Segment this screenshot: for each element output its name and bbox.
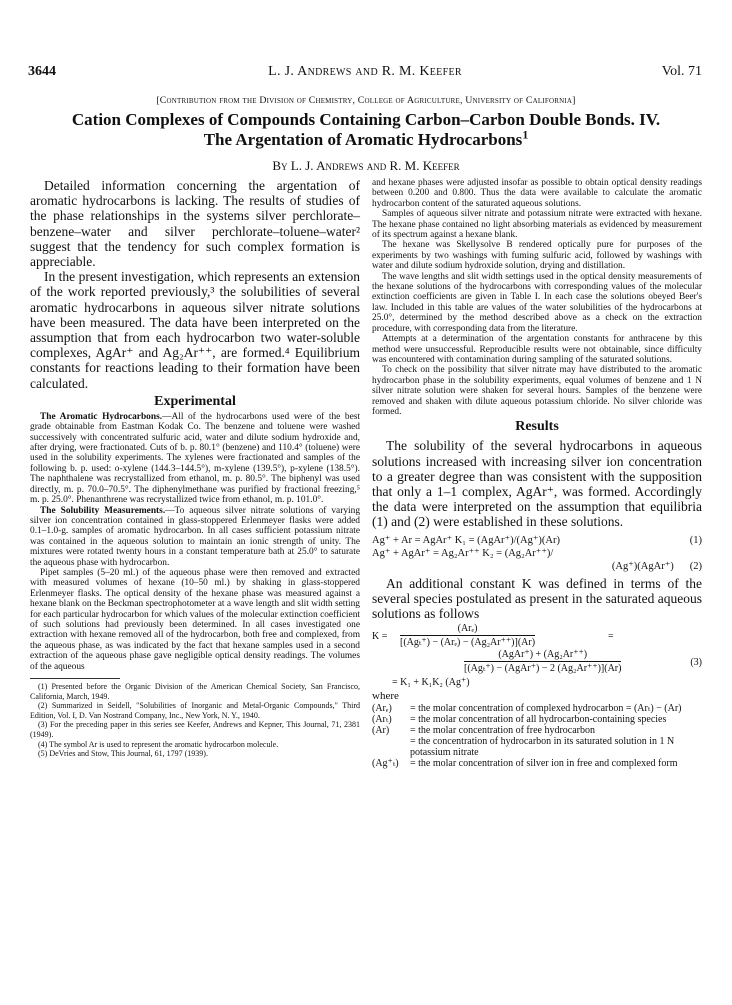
symbol-definitions (372, 691, 702, 769)
k-denominator-1: [(Agₜ⁺) − (Arₑ) − (Ag₂Ar⁺⁺)](Ar) (400, 637, 536, 649)
footnote-5: (5) DeVries and Stow, This Journal, 61, 1797 (1939). (38, 749, 208, 759)
right-paragraph-3: The hexane was Skellysolve B rendered optically pure for purposes of the experiments by two washings with fuming sulfuric acid, followed by washings with water and dilute sodium hydroxide solution, drying and distillation. (372, 240, 702, 272)
experimental-continued (372, 178, 702, 417)
definition-text: = the molar concentration of silver ion in free and complexed form (410, 758, 678, 770)
definition-row (372, 725, 702, 736)
where-label: where (372, 690, 399, 703)
equation-1 (372, 534, 702, 547)
footnote-rule (30, 678, 120, 679)
title-line-2 (40, 127, 692, 150)
k-denominator-2: [(Agₜ⁺) − (AgAr⁺) − 2 (Ag₂Ar⁺⁺)](Ar) (464, 663, 622, 675)
definition-symbol: (Ar) (372, 725, 390, 737)
results-section-2 (372, 576, 702, 622)
definition-row (372, 714, 702, 725)
equilibria-equations (372, 534, 702, 573)
definition-text: = the molar concentration of free hydrocarbon (410, 725, 596, 737)
results-heading: Results (515, 419, 559, 435)
results-paragraph-1: The solubility of the several hydrocarbons in aqueous solutions increased with increasing silver ion concentration to a greater degree than was consistent with the supposition that only a 1–1 complex, AgAr⁺, was formed. Accordingly the data were interpreted on the assumption that equilibria (1) and (2) were established in these solutions. (372, 438, 702, 530)
byline: By L. J. Andrews and R. M. Keefer (272, 158, 460, 173)
footnote-2: (2) Summarized in Seidell, "Solubilities of Inorganic and Metal-Organic Compounds," Third Edition, Vol. I, D. Van Nostrand Company, Inc., New York, N. Y., 1940. (30, 701, 360, 720)
running-head: L. J. Andrews and R. M. Keefer (268, 64, 462, 79)
page-header (28, 64, 702, 84)
definition-symbol: (Arₜ) (372, 714, 392, 726)
right-paragraph-5: Attempts at a determination of the argentation constants for anthracene by this method were unsuccessful. Reproducible results were not obtainable, since difficulty was encountered with contamination during sampling of the saturated solutions. (372, 334, 702, 365)
left-column (30, 178, 360, 759)
equation-3-number: (3) (690, 657, 702, 669)
k-numerator-1: (Arₑ) (400, 623, 535, 636)
equation-1-text: Ag⁺ + Ar = AgAr⁺ K₁ = (AgAr⁺)/(Ag⁺)(Ar) (372, 534, 560, 546)
title-footnote-ref: 1 (522, 127, 529, 142)
results-section (372, 438, 702, 529)
right-paragraph-1: and hexane phases were adjusted insofar as possible to obtain optical density readings between 0.200 and 0.800. Thus the data were available to calculate the aromatic hydrocarbon content of the saturated aqueous solutions. (372, 178, 702, 209)
intro-paragraph-1: Detailed information concerning the argentation of aromatic hydrocarbons is lacking. The results of studies of the phase relationships in the systems silver perchlorate–benzene–water and silver perchlorate–toluene–water² suggest that the tendency for such complex formation is appreciable. (30, 178, 360, 270)
exp-p2-lead: The Solubility Measurements. (40, 505, 166, 516)
exp-paragraph-2 (30, 506, 360, 568)
equation-1-number: (1) (689, 534, 702, 546)
equation-2-number: (2) (689, 560, 702, 572)
equation-3 (372, 623, 702, 689)
definition-text: = the molar concentration of all hydrocarbon-containing species (410, 714, 667, 726)
results-paragraph-2: An additional constant K was defined in terms of the several species postulated as present in the saturated aqueous solutions as follows (372, 575, 702, 621)
experimental-heading: Experimental (154, 393, 236, 409)
exp-p2-text: —To aqueous silver nitrate solutions of varying silver ion concentration contained in glass-stoppered Erlenmeyer flasks were added 0.1–1.0-g. samples of aromatic hydrocarbon. In all cases sufficient potassium nitrate was contained in the aqueous solution to maintain an ionic strength of unity. The mixtures were rotated twenty hours in a constant temperature bath at 25.0° to saturate the aqueous phase with hydrocarbon. (30, 505, 361, 568)
exp-p1-text: —All of the hydrocarbons used were of the best grade obtainable from Eastman Kodak Co. The benzene and toluene were washed successively with concentrated sulfuric acid, water and dilute sodium hydroxide and, after drying, were fractionated. Cuts of b. p. 80.1° (benzene) and 110.4° (toluene) were used in the solubility experiments. The xylenes were fractionated and samples of the following b. p. used: o-xylene (144.3–144.5°), m-xylene (139.5°), p-xylene (138.5°). The naphthalene was recrystallized from ethanol, m. p. 80.5°. The biphenyl was used directly, m. p. 70.0–70.5°. The diphenylmethane was purified by fractional freezing,⁵ m. p. 25.0°. Phenanthrene was recrystallized twice from ethanol, m. p. 101.0°. (30, 411, 360, 506)
right-paragraph-2: Samples of aqueous silver nitrate and potassium nitrate were extracted with hexane. The hexane phase contained no light absorbing materials as evidenced by measurement of its spectrum against a hexane blank. (372, 209, 702, 241)
volume-label: Vol. 71 (661, 64, 702, 79)
definition-row (372, 758, 702, 769)
title-line-1: Cation Complexes of Compounds Containing Carbon–Carbon Double Bonds. IV. (71, 110, 661, 129)
equation-2-continued (372, 560, 702, 573)
definition-symbol: (Ag⁺ₜ) (372, 758, 399, 770)
footnote-4: (4) The symbol Ar is used to represent the aromatic hydrocarbon molecule. (38, 739, 279, 749)
introduction (30, 178, 360, 391)
footnotes (30, 682, 360, 759)
footnote-3: (3) For the preceding paper in this series see Keefer, Andrews and Kepner, This Journal, 71, 2381 (1949). (30, 720, 360, 739)
title-line-2-text: The Argentation of Aromatic Hydrocarbons (203, 130, 523, 149)
definition-row (372, 736, 702, 758)
definition-symbol: (Arₑ) (372, 703, 392, 715)
definition-text: = the concentration of hydrocarbon in its saturated solution in 1 N potassium nitrate (410, 736, 675, 759)
exp-p1-lead: The Aromatic Hydrocarbons. (40, 411, 163, 422)
k-fraction-1 (400, 623, 535, 648)
footnote-1: (1) Presented before the Organic Division of the American Chemical Society, San Francisco, California, March, 1949. (30, 682, 360, 701)
contribution-line: [Contribution from the Division of Chemistry, College of Agriculture, University of California] (156, 95, 576, 106)
equation-2-text: Ag⁺ + AgAr⁺ = Ag₂Ar⁺⁺ K₂ = (Ag₂Ar⁺⁺)/ (372, 547, 554, 559)
exp-paragraph-1 (30, 412, 360, 506)
intro-paragraph-2: In the present investigation, which represents an extension of the work reported previously,³ the solubilities of several aromatic hydrocarbons in aqueous silver nitrate solutions have been measured. The data have been interpreted on the assumption that from each hydrocarbon two water-soluble complexes, AgAr⁺ and Ag₂Ar⁺⁺, are formed.⁴ Equilibrium constants for reactions leading to their formation have been calculated. (30, 269, 360, 391)
article-title (40, 110, 692, 150)
definition-text: = the molar concentration of complexed hydrocarbon = (Arₜ) − (Ar) (410, 703, 682, 715)
right-paragraph-6: To check on the possibility that silver nitrate may have distributed to the aromatic hydrocarbon phase in the solubility experiments, equal volumes of benzene and 1 N silver nitrate solution were shaken for several hours. Samples of the benzene were removed and shaken with dilute aqueous potassium chloride. No silver chloride was formed. (372, 365, 702, 417)
page-number: 3644 (28, 64, 56, 79)
k-label: K = (372, 631, 388, 643)
equation-2 (372, 547, 702, 560)
definition-symbol (372, 736, 410, 758)
right-column (372, 178, 702, 769)
k-numerator-2: (AgAr⁺) + (Ag₂Ar⁺⁺) (464, 649, 621, 662)
exp-paragraph-3: Pipet samples (5–20 ml.) of the aqueous phase were then removed and extracted with measured volumes of hexane (10–50 ml.) by shaking in glass-stoppered Erlenmeyer flasks. The optical density of the hexane phase was measured against a hexane blank on the Beckman spectrophotometer at a wave length and slit width setting for each particular hydrocarbon for which values of the molecular extinction coefficient of such solutions had previously been determined. In all cases investigated one extraction with hexane removed all of the hydrocarbon, both free and complexed, from the aqueous phase, as was indicated by the fact that hexane samples used in a second extraction of the aqueous phase gave negligible optical density readings. The volumes of the aqueous (30, 567, 360, 672)
experimental-section (30, 412, 360, 672)
k-line-3: = K₁ + K₁K₂ (Ag⁺) (392, 677, 470, 689)
right-paragraph-4: The wave lengths and slit width settings used in the optical density measurements of the hexane solutions of the hydrocarbons with corresponding values of the molecular extinction coefficients are given in Table I. In each case the solutions obeyed Beer's law. Included in this table are values of the water solubilities of the hydrocarbons at 25.0°, determined by the method described above as a check on the extraction procedure, with corresponding data from the literature. (372, 271, 702, 334)
definition-row (372, 703, 702, 714)
k-equals: = (608, 631, 614, 643)
equation-2-denominator: (Ag⁺)(AgAr⁺) (611, 560, 674, 572)
k-fraction-2 (464, 649, 621, 674)
